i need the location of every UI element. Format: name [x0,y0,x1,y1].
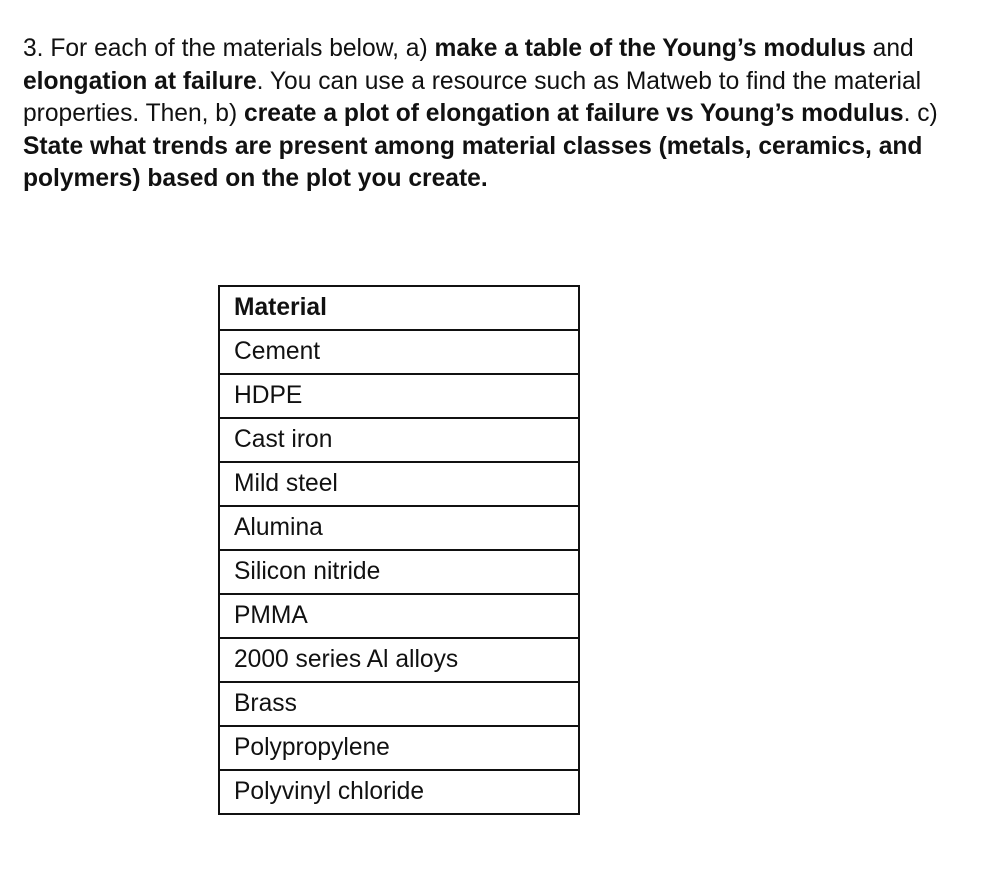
question-segment: . You can use a resource such as Matweb to find the material properties. Then, b) [23,67,922,127]
table-row [219,594,579,638]
material-cell: Brass [219,682,579,726]
question-emphasis: State what trends are present among material classes (metals, ceramics, and polymers) based on the plot you create. [23,132,923,192]
table-row [219,638,579,682]
table-row [219,374,579,418]
table-row [219,462,579,506]
material-cell: Polypropylene [219,726,579,770]
material-cell: Silicon nitride [219,550,579,594]
question-emphasis: create a plot of elongation at failure vs Young’s modulus [244,100,904,127]
material-cell: Alumina [219,506,579,550]
material-cell: Cast iron [219,418,579,462]
question-segment: and [865,35,914,62]
question-emphasis: elongation at failure [23,67,257,95]
table-row [219,506,579,550]
table-row [219,330,579,374]
question-text [23,33,973,196]
table-row [219,770,579,814]
table-row [219,682,579,726]
table-row [219,726,579,770]
material-cell: HDPE [219,374,579,418]
question-emphasis: make a table of the Young’s modulus [434,35,866,62]
question-segment: 3. For each of the materials below, a) [23,35,435,62]
material-cell: 2000 series Al alloys [219,638,579,682]
table-row [219,418,579,462]
materials-table [218,285,580,815]
material-column-header: Material [219,286,579,330]
material-cell: Polyvinyl chloride [219,770,579,814]
question-segment: . c) [903,100,938,127]
table-row [219,550,579,594]
material-cell: Mild steel [219,462,579,506]
material-cell: Cement [219,330,579,374]
material-cell: PMMA [219,594,579,638]
table-header-row [219,286,579,330]
